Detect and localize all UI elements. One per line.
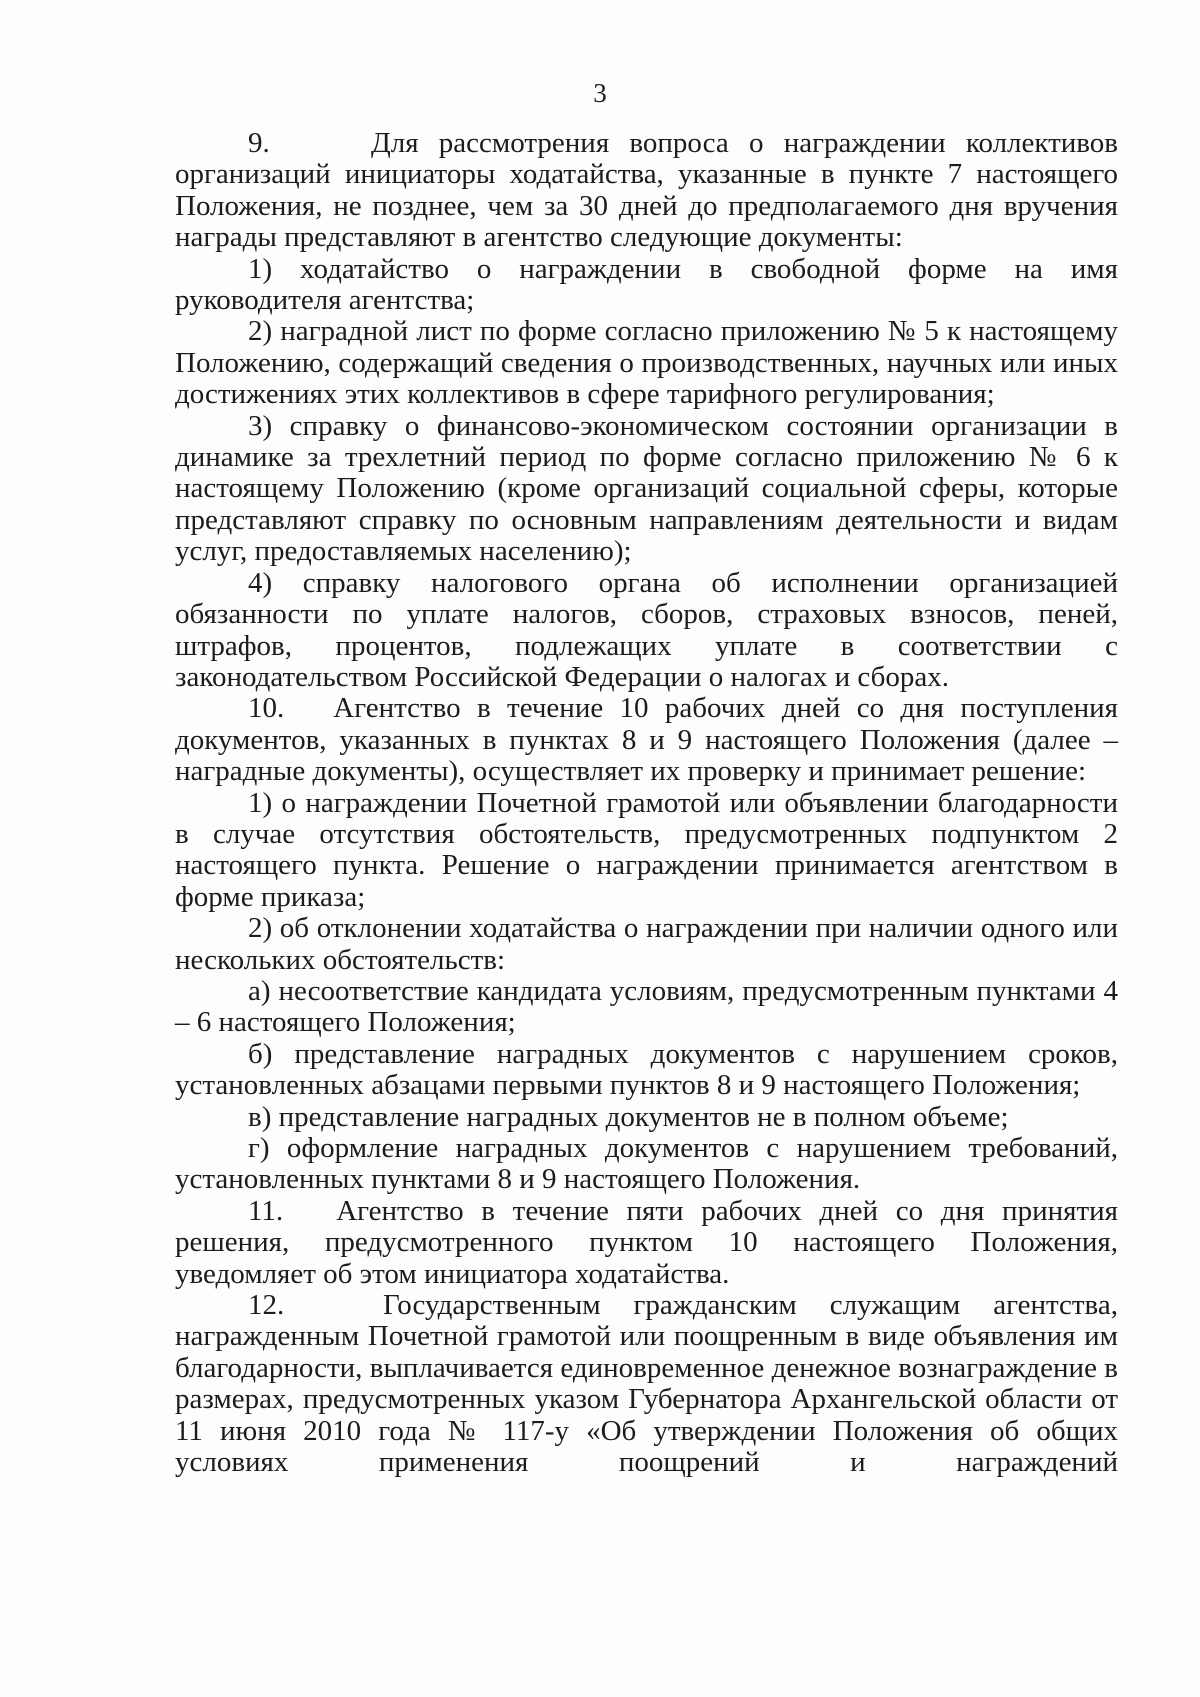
paragraph-12: 12. Государственным гражданским служащим агентства, награжденным Почетной грамотой или поощренным в виде объявления им благодарности, выплачивается единовременное денежное вознаграждение в размерах, предусмотренных указом Губернатора Архангельской области от 11 июня 2010 года № 117-у «Об утверждении Положения об общих условиях применения поощрений и награждений bbox=[175, 1289, 1118, 1479]
paragraph-10-item-1: 1) о награждении Почетной грамотой или объявлении благодарности в случае отсутствия обстоятельств, предусмотренных подпунктом 2 настоящего пункта. Решение о награждении принимается агентством в форме приказа; bbox=[175, 786, 1118, 913]
paragraph-9-item-2: 2) наградной лист по форме согласно приложению № 5 к настоящему Положению, содержащий сведения о производственных, научных или иных достижениях этих коллективов в сфере тарифного регулирования; bbox=[175, 315, 1118, 411]
paragraph-10: 10. Агентство в течение 10 рабочих дней со дня поступления документов, указанных в пунктах 8 и 9 настоящего Положения (далее – наградные документы), осуществляет их проверку и принимает решение: bbox=[175, 692, 1118, 788]
paragraph-9-item-1: 1) ходатайство о награждении в свободной форме на имя руководителя агентства; bbox=[175, 252, 1118, 317]
page-number: 3 bbox=[593, 78, 607, 108]
paragraph-10-item-2-b: б) представление наградных документов с нарушением сроков, установленных абзацами первыми пунктов 8 и 9 настоящего Положения; bbox=[175, 1037, 1118, 1102]
paragraph-10-item-2-c: в) представление наградных документов не в полном объеме; bbox=[248, 1100, 1009, 1133]
paragraph-10-item-2: 2) об отклонении ходатайства о награждении при наличии одного или нескольких обстоятельств: bbox=[175, 912, 1118, 976]
paragraph-9-item-3: 3) справку о финансово-экономическом состоянии организации в динамике за трехлетний период по форме согласно приложению № 6 к настоящему Положению (кроме организаций социальной сферы, которые представляют справку по основным направлениям деятельности и видам услуг, предоставляемых населению); bbox=[175, 409, 1118, 568]
paragraph-11: 11. Агентство в течение пяти рабочих дней со дня принятия решения, предусмотренного пунктом 10 настоящего Положения, уведомляет об этом инициатора ходатайства. bbox=[175, 1194, 1118, 1290]
paragraph-10-item-2-d: г) оформление наградных документов с нарушением требований, установленных пунктами 8 и 9 настоящего Положения. bbox=[175, 1132, 1118, 1196]
paragraph-9-item-4: 4) справку налогового органа об исполнении организацией обязанности по уплате налогов, сборов, страховых взносов, пеней, штрафов, процентов, подлежащих уплате в соответствии с законодательством Российской Федерации о налогах и сборах. bbox=[175, 566, 1118, 693]
paragraph-9: 9. Для рассмотрения вопроса о награждении коллективов организаций инициаторы ходатайства, указанные в пункте 7 настоящего Положения, не позднее, чем за 30 дней до предполагаемого дня вручения награды представляют в агентство следующие документы: bbox=[175, 127, 1118, 254]
paragraph-10-item-2-a: а) несоответствие кандидата условиям, предусмотренным пунктами 4 – 6 настоящего Положения; bbox=[175, 974, 1118, 1039]
document-body bbox=[175, 128, 1118, 1478]
